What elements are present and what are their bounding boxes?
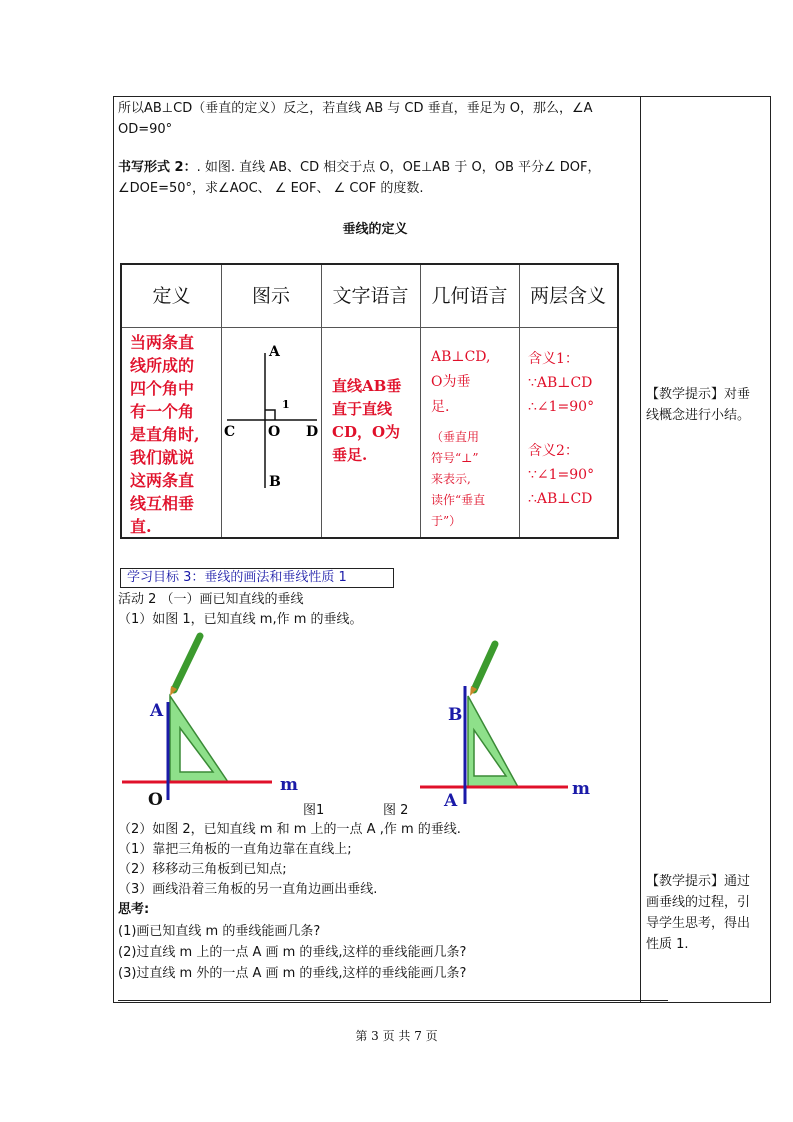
geometric-text: AB⊥CD, O为垂 足. [431,349,491,415]
header-figure: 图示 [251,285,290,307]
sub-step-1: （1）靠把三角板的一直角边靠在直线上; [118,842,352,857]
fig2-caption: 图 2 [383,803,409,818]
fig1-label-A: A [150,701,164,721]
geometric-note: （垂直用 符号“⊥” 来表示, 读作“垂直 于”） [431,430,486,528]
fig1-caption: 图1 [303,803,325,818]
think-question-2: (2)过直线 m 上的一点 A 画 m 的垂线,这样的垂线能画几条? [118,945,467,960]
meanings-text: 含义1： ∵AB⊥CD ∴∠1=90° 含义2： ∵∠1=90° ∴AB⊥CD [528,351,595,507]
header-geometric: 几何语言 [431,285,508,307]
column-divider [640,96,641,1003]
bottom-rule [118,1000,668,1001]
figure-1 [122,636,298,810]
label-O: O [268,424,281,440]
activity-step-1: （1）如图 1，已知直线 m,作 m 的垂线。 [118,612,363,627]
exercise-text-1: . 如图. 直线 AB、CD 相交于点 O，OE⊥AB 于 O，OB 平分∠ DOF， [196,160,601,175]
table-header-divider [122,327,617,328]
activity-title: 活动 2 （一）画已知直线的垂线 [118,592,304,607]
definition-table [120,263,619,539]
label-B: B [269,474,281,490]
think-label: 思考: [118,902,150,917]
header-verbal: 文字语言 [332,285,409,307]
label-A: A [269,344,280,360]
learning-goal-3: 学习目标 3：垂线的画法和垂线性质 1 [120,568,394,588]
fig1-label-O: O [148,790,163,810]
header-meanings: 两层含义 [529,285,606,307]
label-D: D [306,424,319,440]
sub-step-2: （2）移移动三角板到已知点; [118,862,287,877]
perpendicular-figure [222,328,320,538]
header-definition: 定义 [152,285,191,307]
side-note-1: 【教学提示】对垂 线概念进行小结。 [646,387,751,423]
fig2-label-B: B [448,705,463,725]
intro-paragraph [118,98,636,140]
drawing-figures [118,632,618,810]
intro-line-2: OD=90° [118,122,173,137]
side-note-2: 【教学提示】通过 画垂线的过程，引 导学生思考，得出 性质 1. [646,874,751,952]
verbal-text: 直线AB垂 直于直线 CD，O为 垂足. [332,377,402,464]
exercise-paragraph [118,157,636,199]
exercise-label: 书写形式 2： [118,160,197,175]
label-angle-1: 1 [282,398,290,411]
fig2-label-A: A [444,791,458,810]
figure-2 [420,644,590,810]
think-question-3: (3)过直线 m 外的一点 A 画 m 的垂线,这样的垂线能画几条? [118,966,467,981]
page-footer: 第 3 页 共 7 页 [355,1029,438,1043]
sub-step-3: （3）画线沿着三角板的另一直角边画出垂线. [118,882,378,897]
step-2: （2）如图 2，已知直线 m 和 m 上的一点 A ,作 m 的垂线. [118,822,461,837]
think-question-1: (1)画已知直线 m 的垂线能画几条? [118,924,321,939]
fig1-label-m: m [280,775,298,795]
label-C: C [224,424,236,440]
exercise-text-2: ∠DOE=50°，求∠AOC、 ∠ EOF、 ∠ COF 的度数. [118,181,424,196]
fig2-label-m: m [572,779,590,799]
intro-line-1: 所以AB⊥CD（垂直的定义）反之，若直线 AB 与 CD 垂直，垂足为 O，那么，∠A [118,101,593,116]
section-title: 垂线的定义 [342,222,408,237]
definition-text: 当两条直 线所成的 四个角中 有一个角 是直角时, 我们就说 这两条直 线互相垂 直. [130,333,200,536]
